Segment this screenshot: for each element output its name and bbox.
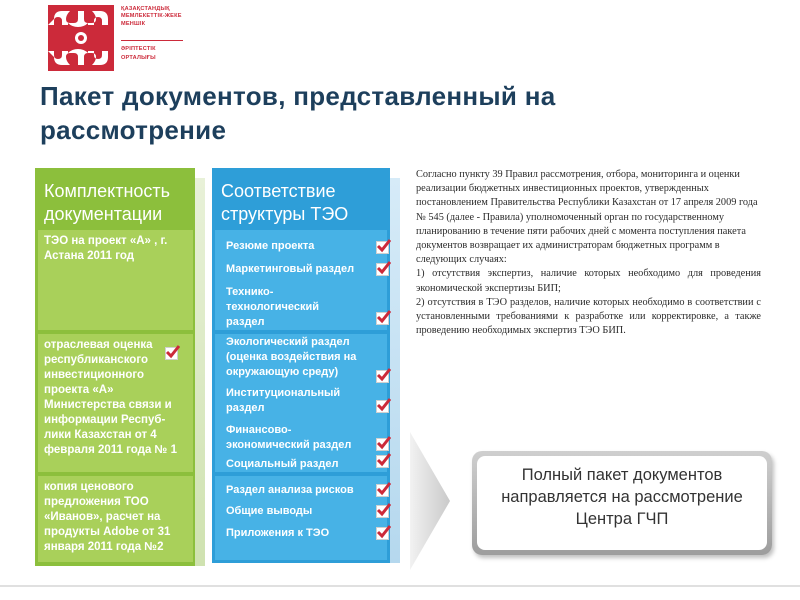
checkmark-icon <box>165 347 178 360</box>
completeness-item-text: копия ценового предложения ТОО «Иванов», расчет на продукты Adobe от 31 января 2011 года №2 <box>44 481 171 553</box>
checkmark-icon <box>376 241 389 254</box>
structure-item: Раздел анализа рисков <box>226 484 354 496</box>
structure-group <box>215 476 387 560</box>
logo-text-line: ОРТАЛЫҒЫ <box>121 55 156 61</box>
logo-text-secondary <box>121 45 156 63</box>
logo-ornament-icon <box>48 5 114 71</box>
structure-header: Соответствие структуры ТЭО <box>221 181 349 224</box>
completeness-item <box>38 334 193 472</box>
checkmark-icon <box>376 370 389 383</box>
logo-text-line: МЕНШІК <box>121 20 146 27</box>
checkmark-icon <box>376 400 389 413</box>
structure-item: Технико-технологический раздел <box>226 286 319 328</box>
checkmark-icon <box>376 455 389 468</box>
column-shadow <box>390 178 400 563</box>
completeness-item <box>38 476 193 562</box>
structure-item: Финансово-экономический раздел <box>226 424 352 451</box>
completeness-header: Комплектность документации <box>44 181 171 224</box>
checkmark-icon <box>376 438 389 451</box>
completeness-item-text: отраслевая оценка республиканского инвестиционного проекта «А» Министерства связи и информации Респуб-лики Казахстан от 4 февраля 2011 года № 1 <box>44 339 177 456</box>
column-shadow <box>195 178 205 566</box>
completeness-item <box>38 230 193 330</box>
logo-text-line: МЕМЛЕКЕТТІК-ЖЕКЕ <box>121 13 182 20</box>
checkmark-icon <box>376 505 389 518</box>
regulation-point: 2) отсутствия в ТЭО разделов, наличие которых необходимо в соответствии с установленными требованиями к разработке или корректировке, а также проведению необходимых экспертиз ТЭО БИП. <box>416 296 761 337</box>
regulation-text <box>416 168 761 338</box>
logo-text-line: ӘРІПТЕСТІК <box>121 46 156 52</box>
structure-item: Социальный раздел <box>226 458 339 470</box>
footer-divider <box>0 585 800 587</box>
regulation-point: 1) отсутствия экспертиз, наличие которых необходимо для проведения экономической экспертизы БИП; <box>416 268 761 294</box>
checkmark-icon <box>376 527 389 540</box>
checkmark-icon <box>376 263 389 276</box>
logo-text-line: ҚАЗАҚСТАНДЫҚ <box>121 6 170 12</box>
completeness-column <box>35 168 195 566</box>
arrow-right-icon <box>410 432 452 570</box>
structure-item: Институциональный раздел <box>226 387 341 414</box>
regulation-intro: Согласно пункту 39 Правил рассмотрения, отбора, мониторинга и оценки реализации бюджетных инвестиционных проектов, утвержденных постановлением Правительства Республики Казахстан от 17 апреля 2009 года № 545 (далее - Правила) уполномоченный орган по государственному планированию в течение пяти рабочих дней с момента поступления пакета документов возвращает их администраторам бюджетных программ в следующих случаях: <box>416 169 758 266</box>
completeness-item-text: ТЭО на проект «А» , г. Астана 2011 год <box>44 235 168 262</box>
structure-item: Маркетинговый раздел <box>226 263 355 275</box>
logo-text <box>121 6 201 28</box>
logo-divider <box>121 40 183 41</box>
structure-group <box>215 230 387 330</box>
checkmark-icon <box>376 312 389 325</box>
result-box <box>472 451 772 555</box>
checkmark-icon <box>376 484 389 497</box>
structure-column <box>212 168 390 563</box>
structure-item: Общие выводы <box>226 505 313 517</box>
result-text: Полный пакет документов направляется на рассмотрение Центра ГЧП <box>477 456 767 550</box>
header-band <box>0 0 800 74</box>
structure-item: Приложения к ТЭО <box>226 527 330 539</box>
structure-item: Резюме проекта <box>226 240 315 252</box>
structure-group <box>215 334 387 472</box>
structure-item: Экологический раздел (оценка воздействия на окружающую среду) <box>226 336 357 378</box>
page-title: Пакет документов, представленный на рассмотрение <box>40 81 556 145</box>
